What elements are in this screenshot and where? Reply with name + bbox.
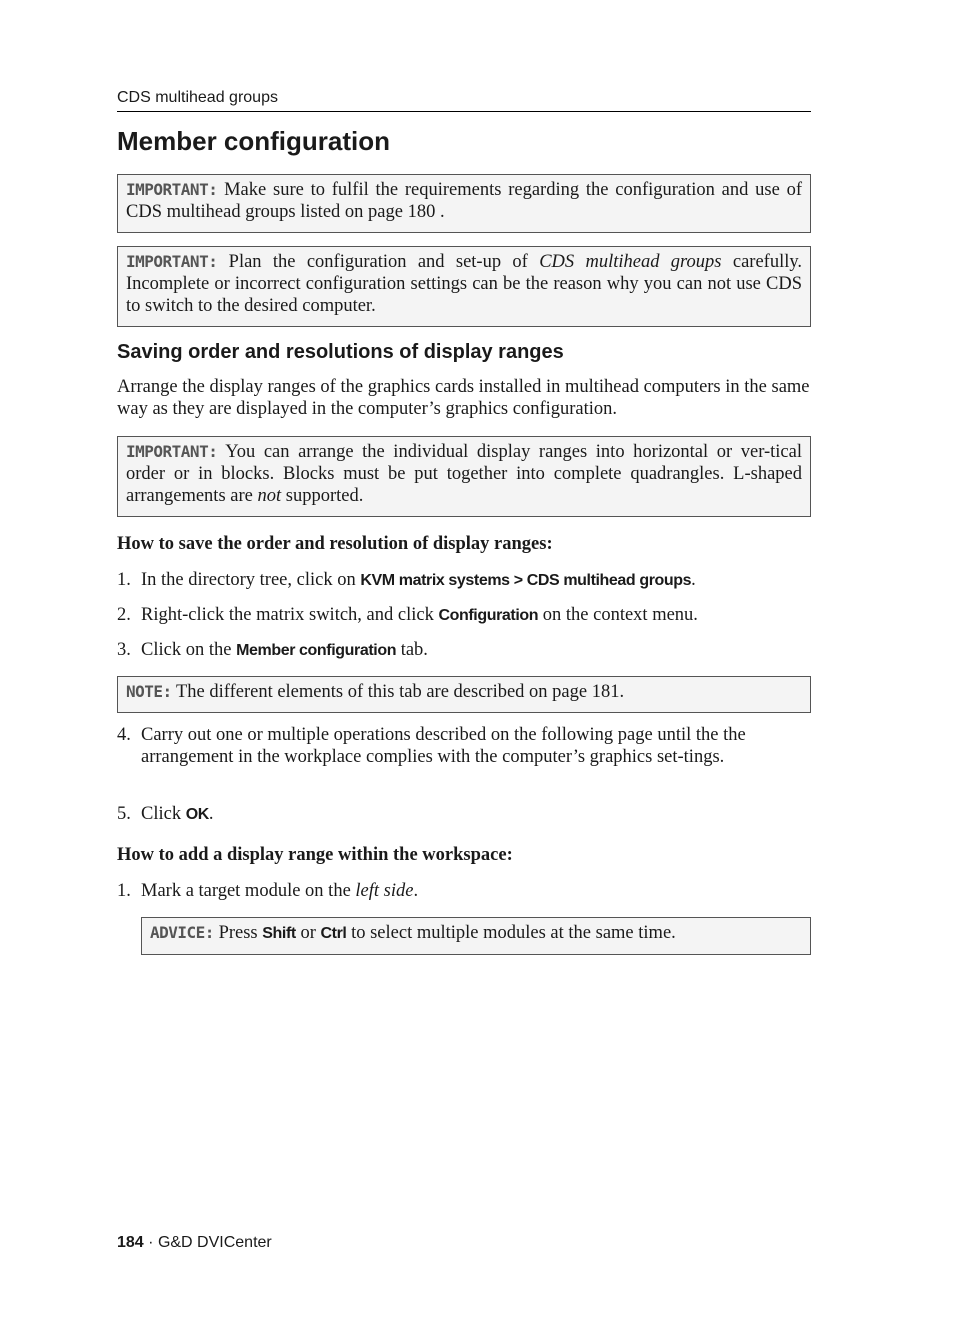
important-label: IMPORTANT: (126, 442, 218, 461)
note-text: carefully. Incomplete or incorrect configuration settings can be the reason why you can not use CDS to switch to the desired computer. (126, 252, 803, 316)
advice-box (141, 917, 811, 955)
note-box (117, 676, 811, 713)
step-text: Click (141, 804, 182, 824)
ui-path-label: KVM matrix systems > CDS multihead groups (360, 572, 692, 589)
step-text: on the context menu. (542, 605, 698, 625)
step-text: . (691, 570, 696, 590)
important-label: IMPORTANT: (126, 252, 218, 271)
important-label: IMPORTANT: (126, 180, 218, 199)
step-emphasis: left side (355, 881, 414, 901)
advice-text: to select multiple modules at the same time. (351, 923, 676, 943)
step-number: 1. (117, 881, 131, 901)
step-text: Carry out one or multiple operations described on the following page until the the arrangement in the workplace complies with the computer’s graphics set-tings. (141, 725, 746, 767)
section-intro: Arrange the display ranges of the graphics cards installed in multihead computers in the same way as they are displayed in the computer’s graphics configuration. (117, 377, 810, 419)
ui-button-label: OK (185, 806, 209, 823)
section-heading: Saving order and resolutions of display ranges (117, 341, 564, 363)
procedure-step (117, 639, 811, 662)
footer-separator: · (148, 1234, 154, 1251)
step-number: 3. (117, 640, 131, 660)
page-number: 184 (117, 1234, 144, 1251)
ui-menu-label: Configuration (438, 607, 539, 624)
important-note-planning (117, 246, 811, 327)
step-text: In the directory tree, click on (141, 570, 356, 590)
procedure-step (117, 724, 811, 768)
procedure-step (117, 880, 811, 902)
note-text: supported. (285, 486, 364, 506)
note-text: The different elements of this tab are described on page 181. (175, 682, 625, 702)
step-number: 4. (117, 725, 131, 745)
note-label: NOTE: (126, 682, 172, 701)
product-name: G&D DVICenter (157, 1234, 272, 1251)
step-text: tab. (400, 640, 428, 660)
procedure-title: How to add a display range within the workspace: (117, 845, 513, 865)
procedure-title: How to save the order and resolution of display ranges: (117, 534, 553, 554)
important-note-arrangement (117, 436, 811, 517)
advice-label: ADVICE: (150, 923, 214, 942)
running-head: CDS multihead groups (117, 89, 811, 112)
note-text: Make sure to fulfil the requirements regarding the configuration and use of CDS multihead groups listed on page 180 . (126, 180, 803, 222)
note-emphasis: CDS multihead groups (539, 252, 722, 272)
advice-text: or (300, 923, 316, 943)
advice-text: Press (218, 923, 258, 943)
step-text: Right-click the matrix switch, and click (141, 605, 434, 625)
ctrl-key-label: Ctrl (320, 925, 347, 942)
procedure-step (117, 604, 811, 627)
ui-tab-label: Member configuration (236, 642, 397, 659)
page-title: Member configuration (117, 126, 391, 156)
procedure-step (117, 569, 811, 592)
note-text: Plan the configuration and set-up of (228, 252, 528, 272)
note-emphasis: not (257, 486, 282, 506)
step-text: Click on the (141, 640, 232, 660)
procedure-step (117, 803, 811, 826)
important-note-requirements (117, 174, 811, 233)
step-number: 5. (117, 804, 131, 824)
step-text: . (413, 881, 419, 901)
page-footer (117, 1234, 272, 1252)
note-text: You can arrange the individual display ranges into horizontal or ver-tical order or in blocks. Blocks must be put together into complete quadrangles. L-shaped arrangements are (126, 442, 802, 506)
step-number: 1. (117, 570, 131, 590)
step-text: Mark a target module on the (141, 881, 351, 901)
step-text: . (208, 804, 214, 824)
shift-key-label: Shift (262, 925, 296, 942)
step-number: 2. (117, 605, 131, 625)
